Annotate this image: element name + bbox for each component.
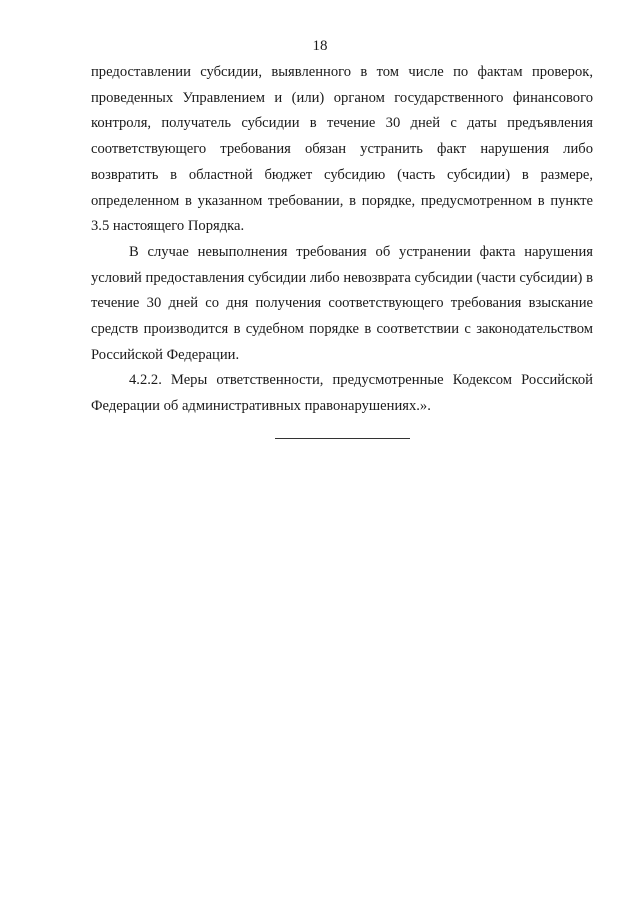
page-number: 18	[312, 38, 328, 54]
paragraph-enforcement: В случае невыполнения требования об устранении факта нарушения условий предоставления субсидии либо невозврата субсидии (части субсидии) в течение 30 дней со дня получения соответствующего требования взыскание средств производится в судебном порядке в соответствии с законодательством Российской Федерации.	[91, 243, 593, 363]
paragraph-4-2-2: 4.2.2. Меры ответственности, предусмотренные Кодексом Российской Федерации об административных правонарушениях.».	[91, 372, 593, 415]
document-body	[91, 60, 593, 420]
paragraph-continuation: предоставлении субсидии, выявленного в том числе по фактам проверок, проведенных Управлением и (или) органом государственного финансового контроля, получатель субсидии в течение 30 дней с даты предъявления соответствующего требования обязан устранить факт нарушения либо возвратить в областной бюджет субсидию (часть субсидии) в размере, определенном в указанном требовании, в порядке, предусмотренном в пункте 3.5 настоящего Порядка.	[91, 64, 593, 235]
end-of-text-divider	[275, 438, 410, 439]
